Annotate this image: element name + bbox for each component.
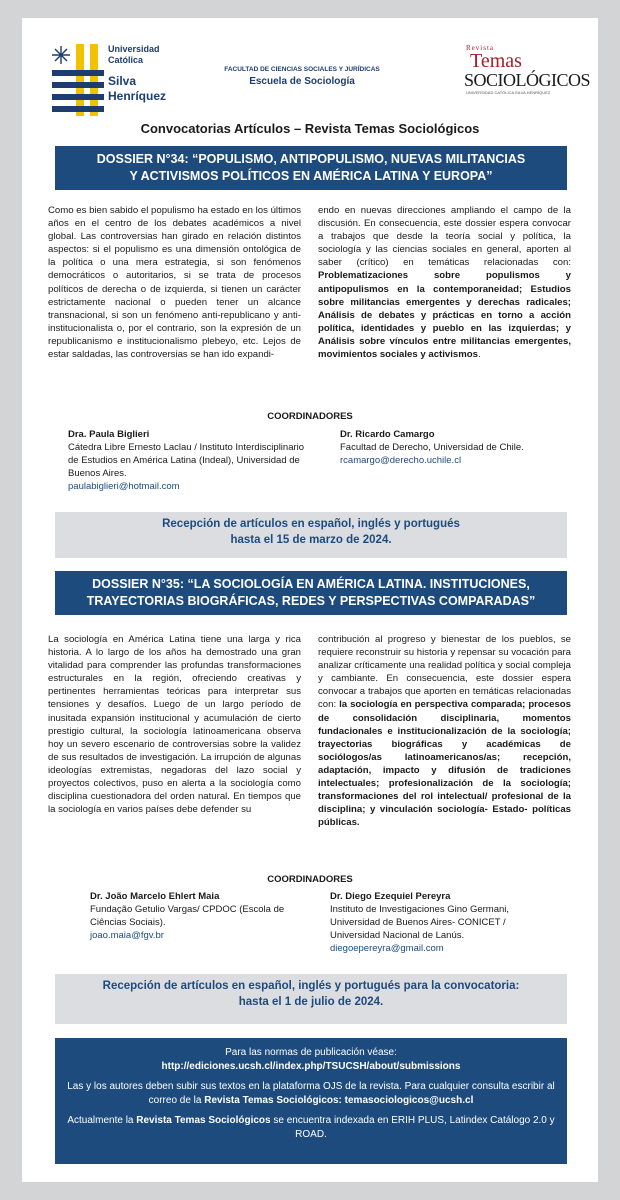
dossier35-right-text: contribución al progreso y bienestar de los pueblos, se requiere reconstruir su historia y repensar su vocación para analizar críticamente una realidad política y social compleja y cambiante. En consecuencia, este dossier espera convocar a trabajos que aporten en temáticas relacionadas con: (318, 634, 571, 711)
dossier34-title-line2: Y ACTIVISMOS POLÍTICOS EN AMÉRICA LATINA Y EUROPA” (129, 169, 493, 183)
university-name-line3: Silva (108, 74, 137, 88)
coordinator-name: Dr. Diego Ezequiel Pereyra (330, 891, 451, 902)
footer-info (55, 1038, 567, 1164)
journal-logo-revista: Revista (466, 44, 494, 52)
dossier35-coordinator-2 (330, 890, 550, 955)
university-name-line1: Universidad (108, 44, 160, 54)
dossier35-reception (55, 974, 567, 1024)
dossier35-coordinator-1 (90, 890, 310, 942)
school-name: Escuela de Sociología (249, 76, 355, 87)
coordinator-email[interactable]: joao.maia@fgv.br (90, 930, 164, 941)
dossier34-title-line1: DOSSIER N°34: “POPULISMO, ANTIPOPULISMO, NUEVAS MILITANCIAS (96, 152, 526, 166)
dossier34-right-text: endo en nuevas direcciones ampliando el campo de la discusión. En consecuencia, este dossier espera convocar a trabajos que desde la teoría social y política, la sociología y las ciencias sociales en general, aporten al saber (crítico) en temáticas relacionadas con: (318, 205, 571, 269)
poster (22, 18, 598, 1182)
footer-index-text2: se encuentra indexada en ERIH PLUS, Latindex Catálogo 2.0 y ROAD. (270, 1115, 555, 1140)
dossier34-right-end: . (477, 349, 481, 361)
coordinator-affiliation: Fundação Getulio Vargas/ CPDOC (Escola de Ciências Sociais). (90, 904, 285, 928)
dossier35-topics: la sociología en perspectiva comparada; procesos de consolidación disciplinaria, momentos fundacionales e institucionalización de la sociología; trayectorias biográficas y académicas de sociólogos/as latinoamericanos/as; recepción, adaptación, impacto y difusión de tradiciones intelectuales; profesionalización de la sociología; transformaciones del rol intelectual/ profesional de la disciplina; y vinculación sociología- Estado- políticas públicas. (318, 699, 571, 829)
dossier35-right-column (318, 633, 571, 829)
journal-logo-subtitle: UNIVERSIDAD CATÓLICA SILVA HENRÍQUEZ (466, 90, 551, 95)
dossier34-topics: Problematizaciones sobre populismos y antipopulismos en la contemporaneidad; Estudios sobre militancias emergentes y derechas radicales; Análisis de debates y prácticas en torno a acción política, identidades y pueblo en las izquierdas; y Análisis sobre vínculos entre militancias emergentes, movimientos sociales y activismos (318, 270, 571, 361)
coordinator-name: Dr. Ricardo Camargo (340, 429, 435, 440)
footer-norms-label: Para las normas de publicación véase: (225, 1047, 397, 1058)
page-title: Convocatorias Artículos – Revista Temas Sociológicos (140, 121, 480, 136)
dossier35-title-line1: DOSSIER N°35: “LA SOCIOLOGÍA EN AMÉRICA LATINA. INSTITUCIONES, (92, 577, 530, 591)
coordinator-affiliation: Facultad de Derecho, Universidad de Chile. (340, 442, 524, 453)
university-name-line4: Henríquez (108, 89, 167, 103)
footer-norms (55, 1046, 567, 1074)
coordinator-email[interactable]: rcamargo@derecho.uchile.cl (340, 455, 462, 466)
dossier35-reception-line1: Recepción de artículos en español, inglés y portugués para la convocatoria: (102, 980, 520, 992)
journal-logo-temas: Temas (470, 50, 522, 72)
faculty-name: FACULTAD DE CIENCIAS SOCIALES Y JURÍDICAS (224, 66, 380, 73)
dossier34-coordinators-label: COORDINADORES (267, 411, 353, 422)
dossier35-coordinators-label: COORDINADORES (267, 874, 353, 885)
footer-index-text1: Actualmente la (67, 1115, 137, 1126)
footer-contact-email[interactable]: Revista Temas Sociológicos: temasociologicos@ucsh.cl (204, 1095, 474, 1106)
coordinator-name: Dr. João Marcelo Ehlert Maia (90, 891, 220, 902)
dossier35-title-line2: TRAYECTORIAS BIOGRÁFICAS, REDES Y PERSPECTIVAS COMPARADAS” (86, 594, 536, 608)
dossier34-reception (55, 512, 567, 558)
journal-logo-sociologicos: SOCIOLÓGICOS (464, 70, 591, 90)
footer-index (55, 1114, 567, 1142)
university-name-line2: Católica (108, 55, 144, 65)
footer-index-journal: Revista Temas Sociológicos (136, 1115, 271, 1126)
dossier34-reception-line1: Recepción de artículos en español, inglés y portugués (162, 518, 460, 530)
dossier34-right-column (318, 204, 571, 361)
coordinator-email[interactable]: paulabiglieri@hotmail.com (68, 481, 180, 492)
dossier34-coordinator-1 (68, 428, 308, 493)
coordinator-name: Dra. Paula Biglieri (68, 429, 150, 440)
dossier34-left-column: Como es bien sabido el populismo ha estado en los últimos años en el centro de los debates académicos a nivel global. Las controversias han girado en relación distintos aspectos: si el populismo es una dimensión ontológica de la política o una mera estrategia, si son fenómenos democráticos o autoritarios, si se trata de procesos políticos de derecha o de izquierda, si tienen un carácter estrictamente nacional o pueden tener un alcance transnacional, si son un fenómeno anti-republicano y anti-institucionalista o, por el contrario, son la expresión de un republicanismo e institucionalismo plebeyo, etc. Lejos de estar saldadas, las controversias se han ido expandi- (48, 205, 301, 361)
dossier34-reception-line2: hasta el 15 de marzo de 2024. (230, 534, 392, 546)
dossier35-left-column: La sociología en América Latina tiene una larga y rica historia. A lo largo de los años ha demostrado una gran vitalidad para comprender las profundas transformaciones estructurales en la región, ofreciendo creativas y pertinentes herramientas teóricas para interpretar sus tensiones y desafíos. Luego de un largo período de inusitada expansión institucional y acumulación de cierto prestigio cultural, la sociología latinoamericana observa hoy un severo escenario de controversias sobre la validez de sus resultados de investigación. La irrupción de algunas ideologías extremistas, negadoras del lazo social y proyectos colectivos, puso en alerta a la sociología como disciplina cuestionadora del orden natural. En tiempos que la sociología en varios países debe defender su (48, 634, 301, 816)
coordinator-email[interactable]: diegoepereyra@gmail.com (330, 943, 444, 954)
footer-submit-text: Las y los autores deben subir sus textos en la plataforma OJS de la revista. Para cualquier consulta escribir al correo de la (67, 1081, 555, 1106)
submissions-link[interactable]: http://ediciones.ucsh.cl/index.php/TSUCSH/about/submissions (161, 1061, 461, 1072)
dossier35-title (55, 571, 567, 615)
dossier34-title (55, 146, 567, 190)
footer-submit (55, 1080, 567, 1108)
dossier35-reception-line2: hasta el 1 de julio de 2024. (238, 996, 384, 1008)
coordinator-affiliation: Instituto de Investigaciones Gino Germani, Universidad de Buenos Aires- CONICET / Universidad Nacional de Lanús. (330, 904, 510, 941)
dossier34-coordinator-2 (340, 428, 570, 467)
coordinator-affiliation: Cátedra Libre Ernesto Laclau / Instituto Interdisciplinario de Estudios en América Latina (Indeal), Universidad de Buenos Aires. (68, 442, 305, 479)
